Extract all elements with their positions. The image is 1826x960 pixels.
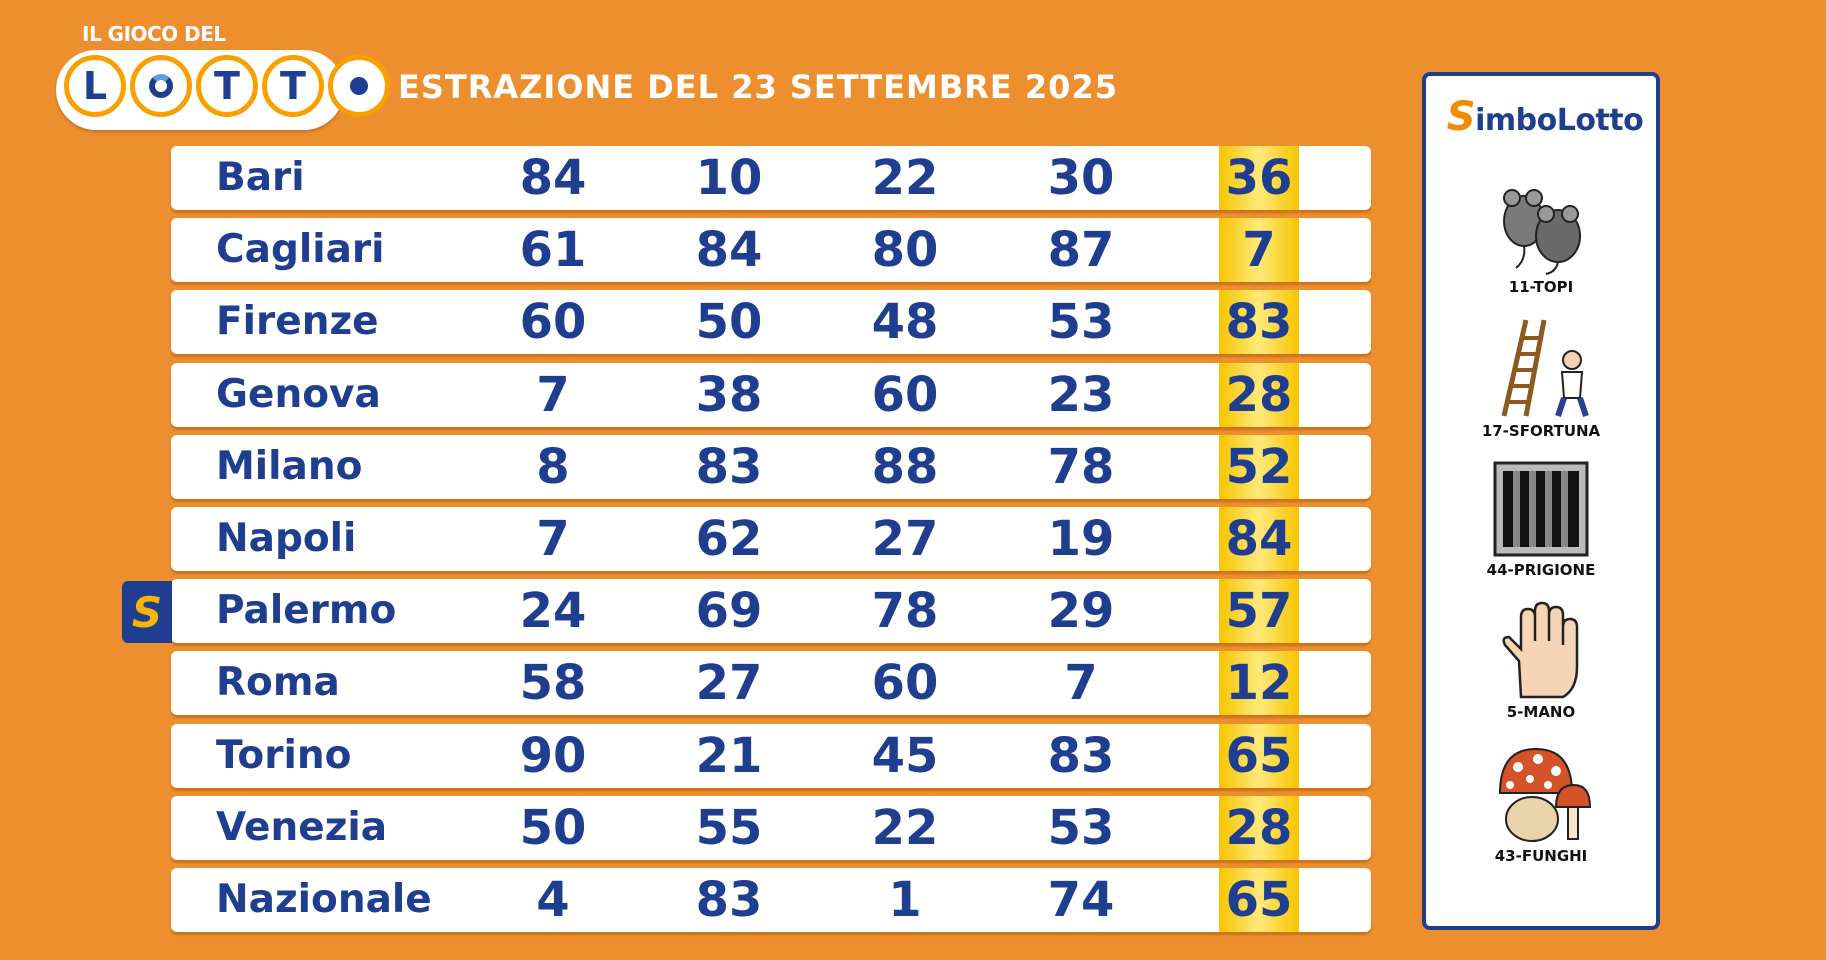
drawn-number: 48 xyxy=(871,294,939,350)
drawn-number-highlight: 12 xyxy=(1219,651,1299,715)
symbol-label: 11-TOPI xyxy=(1508,278,1574,296)
drawn-number-highlight: 28 xyxy=(1219,363,1299,427)
logo-dot-icon xyxy=(328,55,390,117)
symbol-label: 17-SFORTUNA xyxy=(1481,422,1601,440)
drawn-number: 60 xyxy=(871,655,939,711)
symbol-prigione xyxy=(1426,459,1656,579)
drawn-number: 24 xyxy=(519,583,587,639)
simbolotto-title-rest: imboLotto xyxy=(1475,103,1644,138)
drawn-number: 83 xyxy=(695,872,763,928)
drawn-number: 87 xyxy=(1047,222,1115,278)
city-name: Napoli xyxy=(216,516,357,561)
logo-top-text: IL GIOCO DEL xyxy=(82,22,226,46)
mice-icon xyxy=(1486,176,1596,276)
drawn-number: 23 xyxy=(1047,367,1115,423)
drawn-number: 22 xyxy=(871,150,939,206)
mushrooms-icon xyxy=(1486,741,1596,845)
drawn-number: 50 xyxy=(695,294,763,350)
city-name: Torino xyxy=(216,733,352,778)
city-name: Nazionale xyxy=(216,877,432,922)
drawn-number: 29 xyxy=(1047,583,1115,639)
lotto-logo xyxy=(52,22,352,134)
drawn-number: 10 xyxy=(695,150,763,206)
logo-letter: T xyxy=(196,55,258,117)
drawn-number: 1 xyxy=(888,872,922,928)
draw-row-firenze xyxy=(171,290,1371,354)
drawn-number: 50 xyxy=(519,800,587,856)
symbol-topi xyxy=(1426,176,1656,296)
drawn-number: 21 xyxy=(695,728,763,784)
drawn-number: 4 xyxy=(536,872,570,928)
drawn-number: 55 xyxy=(695,800,763,856)
drawn-number: 61 xyxy=(519,222,587,278)
drawn-number: 80 xyxy=(871,222,939,278)
drawn-number-highlight: 52 xyxy=(1219,435,1299,499)
draw-row-genova xyxy=(171,363,1371,427)
symbol-mano xyxy=(1426,601,1656,721)
draw-row-bari xyxy=(171,146,1371,210)
drawn-number: 8 xyxy=(536,439,570,495)
drawn-number-highlight: 83 xyxy=(1219,290,1299,354)
hand-icon xyxy=(1491,601,1591,701)
draw-row-palermo xyxy=(171,579,1371,643)
drawn-number-highlight: 57 xyxy=(1219,579,1299,643)
drawn-number: 19 xyxy=(1047,511,1115,567)
draw-row-torino xyxy=(171,724,1371,788)
drawn-number: 30 xyxy=(1047,150,1115,206)
drawn-number-highlight: 65 xyxy=(1219,868,1299,932)
logo-letter: L xyxy=(64,55,126,117)
drawn-number: 45 xyxy=(871,728,939,784)
drawn-number: 7 xyxy=(536,511,570,567)
drawn-number: 69 xyxy=(695,583,763,639)
drawn-number: 27 xyxy=(871,511,939,567)
city-name: Venezia xyxy=(216,805,388,850)
simbolotto-title xyxy=(1440,94,1650,140)
drawn-number: 90 xyxy=(519,728,587,784)
draw-row-venezia xyxy=(171,796,1371,860)
city-name: Roma xyxy=(216,660,340,705)
drawn-number: 78 xyxy=(1047,439,1115,495)
city-name: Palermo xyxy=(216,588,397,633)
ladder-icon xyxy=(1486,316,1596,420)
draw-row-nazionale xyxy=(171,868,1371,932)
drawn-number: 38 xyxy=(695,367,763,423)
simbolotto-panel xyxy=(1422,72,1660,930)
drawn-number: 60 xyxy=(871,367,939,423)
draw-row-milano xyxy=(171,435,1371,499)
logo-pill xyxy=(56,50,344,130)
drawn-number: 62 xyxy=(695,511,763,567)
symbol-label: 44-PRIGIONE xyxy=(1486,561,1596,579)
draw-row-napoli xyxy=(171,507,1371,571)
simbolotto-marker: S xyxy=(122,581,172,643)
drawn-number: 84 xyxy=(519,150,587,206)
city-name: Bari xyxy=(216,155,305,200)
drawn-number: 60 xyxy=(519,294,587,350)
city-name: Cagliari xyxy=(216,227,385,272)
drawn-number: 84 xyxy=(695,222,763,278)
drawn-number: 7 xyxy=(1064,655,1098,711)
draw-title: ESTRAZIONE DEL 23 SETTEMBRE 2025 xyxy=(398,68,1118,106)
city-name: Firenze xyxy=(216,299,379,344)
symbol-sfortuna xyxy=(1426,316,1656,440)
drawn-number: 83 xyxy=(695,439,763,495)
drawn-number-highlight: 28 xyxy=(1219,796,1299,860)
draw-row-roma xyxy=(171,651,1371,715)
logo-letter: T xyxy=(262,55,324,117)
simbolotto-title-initial: S xyxy=(1446,94,1476,140)
prison-bars-icon xyxy=(1491,459,1591,559)
drawn-number: 78 xyxy=(871,583,939,639)
drawn-number: 53 xyxy=(1047,800,1115,856)
drawn-number: 83 xyxy=(1047,728,1115,784)
drawn-number: 7 xyxy=(536,367,570,423)
drawn-number-highlight: 36 xyxy=(1219,146,1299,210)
drawn-number-highlight: 84 xyxy=(1219,507,1299,571)
city-name: Milano xyxy=(216,444,363,489)
drawn-number: 53 xyxy=(1047,294,1115,350)
symbol-funghi xyxy=(1426,741,1656,865)
drawn-number-highlight: 65 xyxy=(1219,724,1299,788)
drawn-number: 27 xyxy=(695,655,763,711)
city-name: Genova xyxy=(216,372,381,417)
draw-row-cagliari xyxy=(171,218,1371,282)
logo-swirl-icon xyxy=(130,55,192,117)
symbol-label: 43-FUNGHI xyxy=(1494,847,1588,865)
symbol-label: 5-MANO xyxy=(1506,703,1576,721)
drawn-number: 74 xyxy=(1047,872,1115,928)
logo-letters xyxy=(64,55,390,117)
drawn-number: 88 xyxy=(871,439,939,495)
drawn-number-highlight: 7 xyxy=(1219,218,1299,282)
drawn-number: 58 xyxy=(519,655,587,711)
drawn-number: 22 xyxy=(871,800,939,856)
